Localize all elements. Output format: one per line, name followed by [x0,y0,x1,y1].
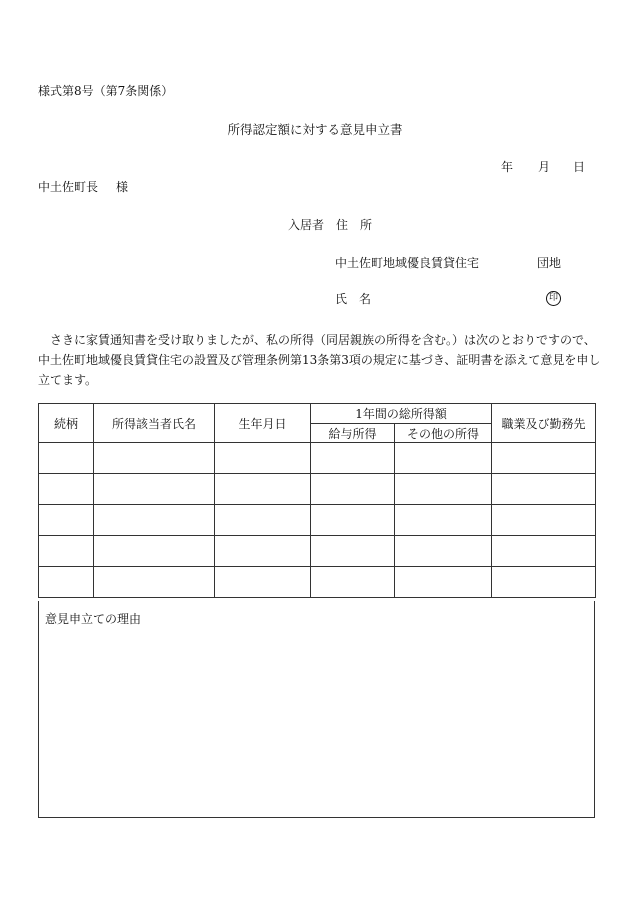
header-salary: 給与所得 [311,424,395,443]
table-cell[interactable] [94,505,215,536]
table-cell[interactable] [492,567,596,598]
table-cell[interactable] [39,443,94,474]
table-row [39,443,596,474]
table-cell[interactable] [492,443,596,474]
table-row [39,567,596,598]
table-row [39,536,596,567]
addressee-name: 中土佐町長 [38,180,99,194]
table-cell[interactable] [215,567,311,598]
header-other-income: その他の所得 [395,424,492,443]
reason-box[interactable] [38,601,595,818]
table-cell[interactable] [492,505,596,536]
danchi-label: 団地 [537,256,562,270]
table-cell[interactable] [311,536,395,567]
table-cell[interactable] [311,474,395,505]
table-cell[interactable] [311,505,395,536]
table-cell[interactable] [395,536,492,567]
statement-line: 中土佐町地域優良賃貸住宅の設置及び管理条例第13条第3項の規定に基づき、証明書を添えて意見を申し [38,353,601,367]
header-birthdate: 生年月日 [215,404,311,443]
table-cell[interactable] [395,567,492,598]
table-cell[interactable] [39,536,94,567]
table-cell[interactable] [215,536,311,567]
table-cell[interactable] [94,443,215,474]
table-cell[interactable] [492,536,596,567]
addressee-honorific: 様 [116,180,129,194]
table-cell[interactable] [395,474,492,505]
statement-text [38,330,601,390]
table-cell[interactable] [395,505,492,536]
table-cell[interactable] [215,443,311,474]
date-year-label: 年 [501,160,514,174]
header-annual-income: 1年間の総所得額 [311,404,492,424]
table-cell[interactable] [395,443,492,474]
header-occupation: 職業及び勤務先 [492,404,596,443]
form-number: 様式第8号（第7条関係） [38,84,174,98]
table-cell[interactable] [94,474,215,505]
table-cell[interactable] [39,567,94,598]
table-cell[interactable] [94,567,215,598]
table-cell[interactable] [311,443,395,474]
table-cell[interactable] [492,474,596,505]
address-label: 住 所 [336,218,373,232]
table-cell[interactable] [39,474,94,505]
header-relation: 続柄 [39,404,94,443]
statement-line: 立てます。 [38,373,98,387]
addressee [38,180,128,194]
date-month-label: 月 [538,160,551,174]
table-row [39,505,596,536]
applicant-address-row [288,218,372,232]
seal-mark-icon: 印 [546,291,561,306]
table-cell[interactable] [39,505,94,536]
reason-label: 意見申立ての理由 [45,612,142,626]
page-title: 所得認定額に対する意見申立書 [227,122,403,137]
table-cell[interactable] [215,474,311,505]
applicant-label: 入居者 [288,218,325,232]
table-row [39,474,596,505]
income-table [38,403,596,598]
table-cell[interactable] [311,567,395,598]
statement-line: さきに家賃通知書を受け取りましたが、私の所得（同居親族の所得を含む。）は次のとおりですので、 [38,333,596,347]
date-day-label: 日 [573,160,586,174]
header-name: 所得該当者氏名 [94,404,215,443]
table-cell[interactable] [215,505,311,536]
table-cell[interactable] [94,536,215,567]
housing-name: 中土佐町地域優良賃貸住宅 [335,256,480,270]
name-label: 氏 名 [335,292,372,306]
